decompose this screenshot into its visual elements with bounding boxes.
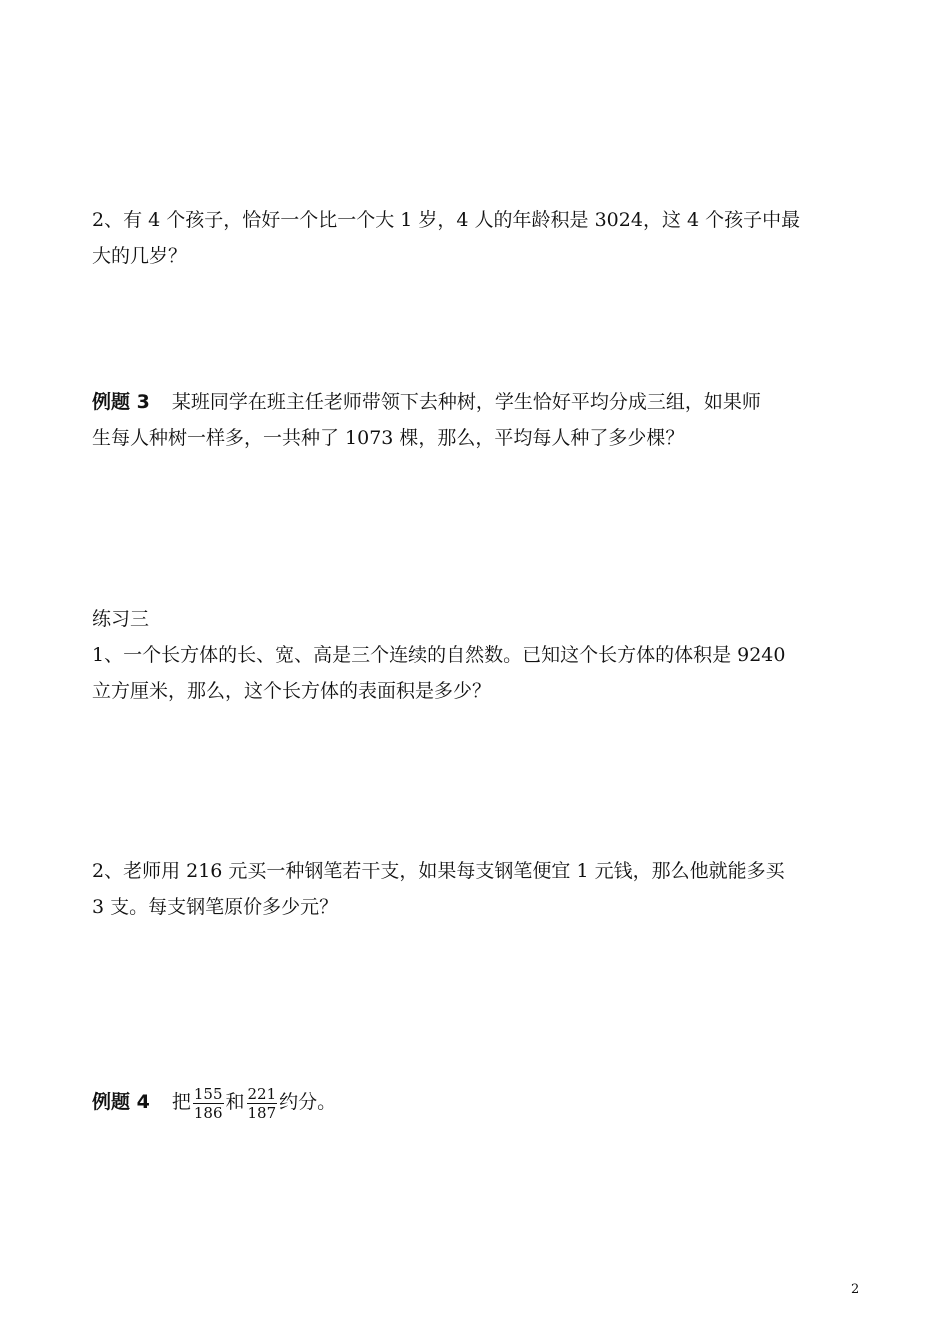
example-3-label: 例题 3 xyxy=(92,391,150,413)
example-4-label: 例题 4 xyxy=(92,1091,150,1113)
page-number: 2 xyxy=(851,1282,860,1297)
fraction-221-187 xyxy=(247,1085,278,1122)
example-4-line xyxy=(92,1082,867,1122)
fraction-155-186 xyxy=(193,1085,224,1122)
practice-3-q2-line-2: 3 支。每支钢笔原价多少元？ xyxy=(92,896,339,918)
problem-2-line-2: 大的几岁？ xyxy=(92,245,188,267)
example-3 xyxy=(92,384,867,456)
practice-3 xyxy=(92,601,867,709)
problem-2-age-product xyxy=(92,202,867,274)
example-3-line-1 xyxy=(92,384,867,420)
practice-3-q2 xyxy=(92,853,867,925)
example-3-text-1: 某班同学在班主任老师带领下去种树，学生恰好平均分成三组，如果师 xyxy=(171,391,761,413)
practice-3-q2-line-1: 2、老师用 216 元买一种钢笔若干支，如果每支钢笔便宜 1 元钱，那么他就能多买 xyxy=(92,860,785,882)
fraction-2-numerator: 221 xyxy=(247,1084,277,1103)
practice-3-q1-line-2: 立方厘米，那么，这个长方体的表面积是多少？ xyxy=(92,680,492,702)
fraction-2-denominator: 187 xyxy=(247,1103,277,1122)
fraction-1-numerator: 155 xyxy=(193,1084,223,1103)
practice-3-q1-line-1: 1、一个长方体的长、宽、高是三个连续的自然数。已知这个长方体的体积是 9240 xyxy=(92,644,786,666)
problem-2-line-1: 2、有 4 个孩子，恰好一个比一个大 1 岁，4 人的年龄积是 3024，这 4 个孩子中最 xyxy=(92,209,801,231)
example-4-suffix: 约分。 xyxy=(279,1091,337,1113)
practice-3-title: 练习三 xyxy=(92,608,150,630)
example-4-prefix: 把 xyxy=(171,1091,191,1113)
fraction-1-denominator: 186 xyxy=(193,1103,223,1122)
example-4 xyxy=(92,1082,867,1122)
example-4-middle: 和 xyxy=(225,1091,245,1113)
example-3-line-2: 生每人种树一样多，一共种了 1073 棵，那么，平均每人种了多少棵？ xyxy=(92,427,685,449)
